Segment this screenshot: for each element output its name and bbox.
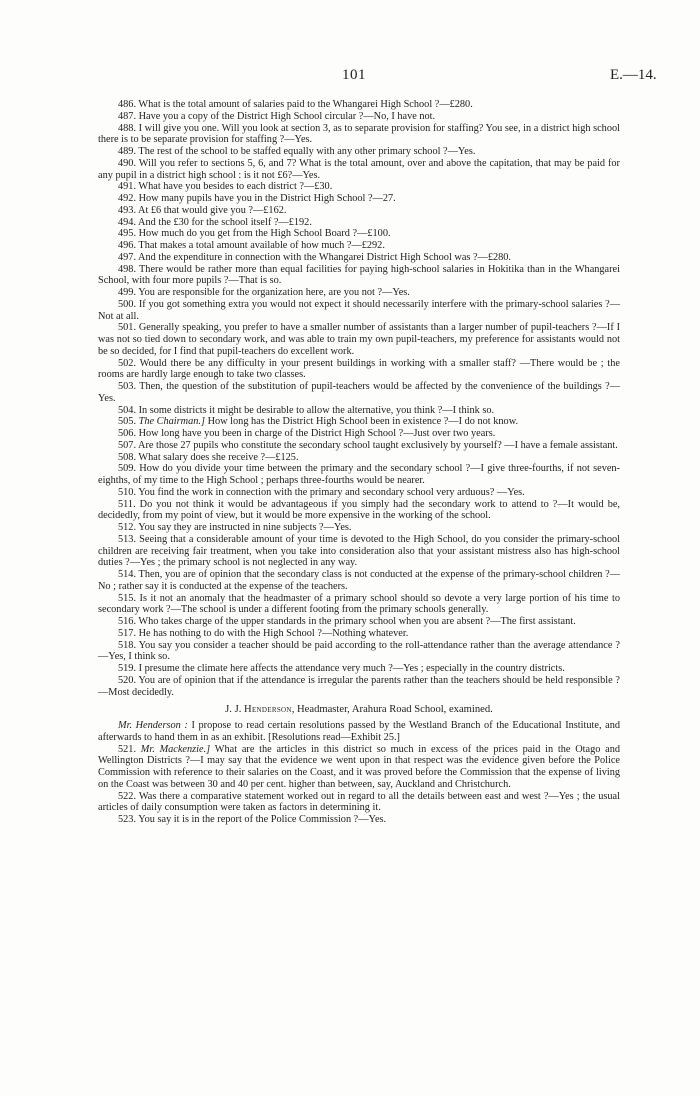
question-486: 486. What is the total amount of salaries paid to the Whangarei High School ?—£280. (118, 99, 473, 110)
question-517: 517. He has nothing to do with the High School ?—Nothing whatever. (118, 627, 409, 639)
question-506: 506. How long have you been in charge of the District High School ?—Just over two years. (118, 428, 496, 439)
question-518: 518. You say you consider a teacher should be paid according to the roll-attendance rather than the average attendance ?—Yes, I think so. (98, 639, 620, 663)
question-498: 498. There would be rather more than equal facilities for paying high-school salaries in Hokitika than in the Whangarei School, with four more pupils ?—That is so. (98, 263, 620, 287)
witness-initials: J. J. (225, 704, 242, 716)
evidence-text (98, 99, 620, 826)
question-491: 491. What have you besides to each district ?—£30. (118, 181, 333, 193)
witness-role: , Headmaster, Arahura Road School, examined. (291, 704, 493, 716)
question-505-number: 505. (118, 416, 137, 428)
question-502: 502. Would there be any difficulty in your present buildings in working with a smaller staff? —There would be ; the rooms are hardly large enough to take two classes. (98, 357, 620, 381)
question-494: 494. And the £30 for the school itself ?—£192. (118, 216, 312, 228)
question-504: 504. In some districts it might be desirable to allow the alternative, you think ?—I think so. (118, 404, 495, 416)
question-512: 512. You say they are instructed in nine subjects ?—Yes. (118, 522, 352, 533)
question-507: 507. Are those 27 pupils who constitute the secondary school taught exclusively by yourself? —I have a female assistant. (118, 439, 618, 451)
question-505-speaker: The Chairman.] (138, 416, 205, 428)
question-521-number: 521. (118, 743, 137, 755)
question-520: 520. You are of opinion that if the attendance is irregular the parents rather than the teachers should be held responsible ?—Most decidedly. (98, 674, 620, 698)
question-513: 513. Seeing that a considerable amount of your time is devoted to the High School, do you consider the primary-school children are receiving fair treatment, when you take into consideration also that your assistant mistress also has high-school duties ?—Yes ; the primary school is not neglected in any way. (98, 533, 620, 569)
henderson-statement (98, 720, 620, 744)
question-493: 493. At £6 that would give you ?—£162. (118, 204, 287, 216)
question-501: 501. Generally speaking, you prefer to have a smaller number of assistants than a larger number of pupil-teachers ?—If I was not so tied down to secondary work, and was able to train my own pupil-teachers, my preference for assistants would not be so decided, for I find that pupil-teachers do excellent work. (98, 322, 620, 357)
question-511: 511. Do you not think it would be advantageous if you simply had the secondary work to attend to ?—It would be, decidedly, from my point of view, but it would be more expensive in the working of the school. (98, 498, 620, 522)
witness-surname: Henderson (244, 704, 292, 716)
question-510: 510. You find the work in connection with the primary and secondary school very arduous? —Yes. (118, 486, 525, 498)
henderson-speaker: Mr. Henderson : (118, 720, 188, 731)
question-499: 499. You are responsible for the organization here, are you not ?—Yes. (118, 287, 410, 298)
question-509: 509. How do you divide your time between the primary and the secondary school ?—I give three-fourths, if not seven-eighths, of my time to the High School ; perhaps three-fourths would be nearer. (98, 463, 620, 486)
question-519: 519. I presume the climate here affects the attendance very much ?—Yes ; especially in the country districts. (118, 663, 565, 674)
question-496: 496. That makes a total amount available of how much ?—£292. (118, 240, 385, 251)
page-number: 101 (342, 67, 366, 83)
question-500: 500. If you got something extra you would not expect it should necessarily interfere with the primary-school salaries ?—Not at all. (98, 298, 620, 322)
question-503: 503. Then, the question of the substitution of pupil-teachers would be affected by the convenience of the buildings ?—Yes. (98, 381, 620, 404)
question-488: 488. I will give you one. Will you look at section 3, as to separate provision for staffing? You see, in a district high school there is to be separate provision for staffing ?—Yes. (98, 122, 620, 146)
question-522: 522. Was there a comparative statement worked out in regard to all the details between east and west ?—Yes ; the usual articles of daily consumption were taken as factors in determining it. (98, 790, 620, 814)
document-reference: E.—14. (610, 67, 657, 83)
question-514: 514. Then, you are of opinion that the secondary class is not conducted at the expense of the primary-school children ?—No ; rather say it is conducted at the expense of the teachers. (98, 569, 620, 592)
henderson-statement-text: I propose to read certain resolutions passed by the Westland Branch of the Educational Institute, and afterwards to hand them in as an exhibit. [Resolutions read—Exhibit 25.] (98, 720, 621, 743)
question-495: 495. How much do you get from the High School Board ?—£100. (118, 228, 391, 240)
question-505-text: How long has the District High School been in existence ?—I do not know. (207, 416, 519, 428)
question-521-text: What are the articles in this district so much in excess of the prices paid in the Otago and Wellington Districts ?—I may say that the evidence we went upon in that respect was the evidence given before the Police Commission with reference to their salaries on the Coast, and it was proved before the Commission that the expense of living on the Coast was between 30 and 40 per cent. higher than between, say, Auckland and Christchurch. (98, 743, 621, 790)
question-505 (98, 416, 620, 428)
question-521 (98, 744, 620, 791)
question-521-speaker: Mr. Mackenzie.] (140, 743, 211, 755)
question-492: 492. How many pupils have you in the District High School ?—27. (118, 193, 396, 204)
question-523: 523. You say it is in the report of the Police Commission ?—Yes. (118, 814, 387, 825)
question-490: 490. Will you refer to sections 5, 6, and 7? What is the total amount, over and above the capitation, that may be paid for any pupil in a district high school : is it not £6?—Yes. (98, 157, 620, 181)
question-516: 516. Who takes charge of the upper standards in the primary school when you are absent ?—The first assistant. (118, 616, 576, 627)
question-487: 487. Have you a copy of the District High School circular ?—No, I have not. (118, 110, 436, 122)
question-497: 497. And the expenditure in connection with the Whangarei District High School was ?—£280. (118, 251, 512, 263)
question-515: 515. Is it not an anomaly that the headmaster of a primary school should so devote a very large portion of his time to secondary work ?—The school is under a different footing from the primary schools generally. (98, 592, 620, 616)
question-489: 489. The rest of the school to be staffed equally with any other primary school ?—Yes. (118, 146, 476, 157)
question-508: 508. What salary does she receive ?—£125. (118, 451, 299, 463)
witness-heading (98, 704, 620, 716)
